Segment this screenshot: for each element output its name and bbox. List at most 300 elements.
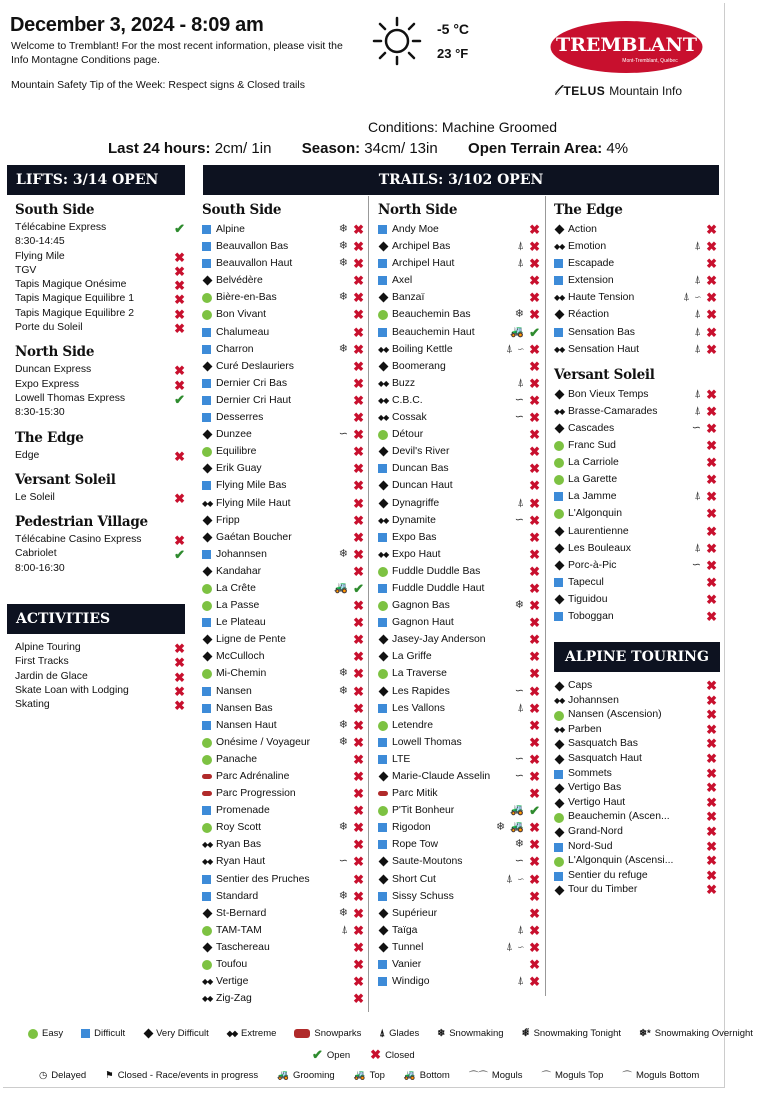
- closed-icon: ✖: [353, 256, 364, 272]
- activity-name: Skating: [15, 699, 50, 711]
- trail-dunzee[interactable]: [202, 426, 364, 443]
- trail-fripp[interactable]: [202, 512, 364, 529]
- closed-icon: ✖: [706, 403, 717, 419]
- trail-cure-deslauriers[interactable]: [202, 358, 364, 375]
- difficulty-icon: [202, 888, 214, 905]
- trail-extra-icons: ⍋: [341, 923, 349, 936]
- trail-les-rapides[interactable]: [378, 683, 540, 700]
- trail-ligne-de-pente[interactable]: [202, 631, 364, 648]
- closed-icon: ✖: [353, 563, 364, 579]
- very-difficult-icon: [555, 682, 565, 692]
- trail-le-plateau[interactable]: [202, 614, 364, 631]
- trail-rigodon[interactable]: [378, 819, 540, 836]
- trail-marie-claude-asselin[interactable]: [378, 768, 540, 785]
- trail-name: Rope Tow: [392, 839, 439, 851]
- closed-icon: ✖: [706, 678, 717, 693]
- closed-icon: ✖: [353, 734, 364, 750]
- trail-name: Vertigo Haut: [568, 796, 626, 808]
- trail-laurentienne[interactable]: [554, 523, 717, 540]
- trail-chalumeau[interactable]: [202, 324, 364, 341]
- lift-name: Porte du Soleil: [15, 322, 83, 334]
- lift-telecabine-casino-express[interactable]: [15, 533, 185, 547]
- lift-telecabine-express[interactable]: [15, 221, 185, 250]
- lift-duncan-express[interactable]: [15, 363, 185, 377]
- trail-extra-icons: ❄: [338, 291, 349, 304]
- difficulty-icon: [554, 488, 566, 505]
- trail-expo-haut[interactable]: [378, 546, 540, 563]
- trail-reaction[interactable]: [554, 306, 717, 323]
- extreme-icon: ◆◆: [554, 406, 565, 416]
- trail-sentier-des-pruches[interactable]: [202, 871, 364, 888]
- lift-tgv[interactable]: [15, 264, 185, 278]
- trail-archipel-haut[interactable]: [378, 255, 540, 272]
- difficulty-icon: [554, 608, 566, 625]
- trail-tam-tam[interactable]: [202, 922, 364, 939]
- trail-panache[interactable]: [202, 751, 364, 768]
- difficulty-icon: [202, 512, 214, 529]
- open-icon: ✔: [529, 324, 540, 340]
- trail-les-bouleaux[interactable]: [554, 540, 717, 557]
- trail-cossak[interactable]: [378, 409, 540, 426]
- very-difficult-icon: [379, 242, 389, 252]
- trail-dynamite[interactable]: [378, 512, 540, 529]
- trail-sommets[interactable]: [554, 767, 717, 782]
- trail-boomerang[interactable]: [378, 358, 540, 375]
- trail-extra-icons: ❄: [338, 223, 349, 235]
- trail-extra-icons: ⍋ ∽: [506, 342, 525, 355]
- trail-gagnon-haut[interactable]: [378, 614, 540, 631]
- difficulty-icon: [378, 358, 390, 375]
- trail-nord-sud[interactable]: [554, 840, 717, 855]
- very-difficult-icon: [379, 772, 389, 782]
- trail-equilibre[interactable]: [202, 443, 364, 460]
- trail-extra-icons: ⍋: [694, 387, 702, 400]
- trail-parc-progression[interactable]: [202, 785, 364, 802]
- trail-flying-mile-haut[interactable]: [202, 495, 364, 512]
- trail-parc-adrenaline[interactable]: [202, 768, 364, 785]
- difficulty-icon: [202, 717, 214, 734]
- trail-fuddle-duddle-bas[interactable]: [378, 563, 540, 580]
- trail-name: Bière-en-Bas: [216, 292, 277, 304]
- trail-mi-chemin[interactable]: [202, 665, 364, 682]
- trail-name: Kandahar: [216, 565, 262, 577]
- trail-name: Gagnon Bas: [392, 600, 450, 612]
- legend-open: Open: [326, 1049, 351, 1061]
- trail-tunnel[interactable]: [378, 939, 540, 956]
- closed-icon: ✖: [706, 489, 717, 505]
- closed-icon: ✖: [353, 307, 364, 323]
- difficulty-icon: [554, 238, 566, 255]
- trail-flying-mile-bas[interactable]: [202, 477, 364, 494]
- trail-beauchemin-bas[interactable]: [378, 306, 540, 323]
- trail-lte[interactable]: [378, 751, 540, 768]
- trail-name: Sentier des Pruches: [216, 873, 310, 885]
- trail-name: Sommets: [568, 767, 612, 779]
- difficulty-icon: [378, 665, 390, 682]
- difficult-icon: [202, 242, 211, 251]
- lift-name: Lowell Thomas Express: [15, 392, 126, 404]
- trail-dernier-cri-bas[interactable]: [202, 375, 364, 392]
- trail-name: Bon Vivant: [216, 309, 267, 321]
- activity-first-tracks[interactable]: [15, 655, 185, 669]
- trail-bon-vivant[interactable]: [202, 306, 364, 323]
- trail-name: Archipel Haut: [392, 258, 455, 270]
- trail-beauvallon-bas[interactable]: [202, 238, 364, 255]
- tremblant-logo: [550, 20, 703, 74]
- trail-name: Dunzee: [216, 429, 252, 441]
- lift-cabriolet[interactable]: [15, 547, 185, 576]
- trail-short-cut[interactable]: [378, 871, 540, 888]
- trail-la-passe[interactable]: [202, 597, 364, 614]
- trail-dernier-cri-haut[interactable]: [202, 392, 364, 409]
- difficulty-icon: [554, 767, 566, 782]
- trail-la-carriole[interactable]: [554, 454, 717, 471]
- very-difficult-icon: [555, 423, 565, 433]
- top-icon: 🚜: [353, 1069, 366, 1081]
- trail-fuddle-duddle-haut[interactable]: [378, 580, 540, 597]
- trail-la-crete[interactable]: [202, 580, 364, 597]
- trail-caps[interactable]: [554, 679, 717, 694]
- closed-icon: ✖: [529, 683, 540, 699]
- trail-tour-du-timber[interactable]: [554, 883, 717, 898]
- trail-alpine[interactable]: [202, 221, 364, 238]
- trail-grand-nord[interactable]: [554, 825, 717, 840]
- trail-mcculloch[interactable]: [202, 648, 364, 665]
- trail-andy-moe[interactable]: [378, 221, 540, 238]
- trail-name: Tapecul: [568, 576, 604, 588]
- legend-conditions: [39, 1068, 718, 1082]
- easy-icon: [554, 475, 564, 485]
- lift-porte-du-soleil[interactable]: [15, 321, 185, 335]
- trail-franc-sud[interactable]: [554, 437, 717, 454]
- trail-duncan-haut[interactable]: [378, 477, 540, 494]
- closed-icon: ✖: [706, 273, 717, 289]
- trail-detour[interactable]: [378, 426, 540, 443]
- trail-nansen-ascension[interactable]: [554, 708, 717, 723]
- trail-name: Les Vallons: [392, 702, 445, 714]
- trail-tiguidou[interactable]: [554, 591, 717, 608]
- closed-icon: ✖: [706, 867, 717, 883]
- difficulty-icon: [554, 272, 566, 289]
- difficulty-icon: [554, 341, 566, 358]
- trail-vanier[interactable]: [378, 956, 540, 973]
- difficulty-icon: [202, 495, 214, 512]
- trail-johannsen[interactable]: [554, 694, 717, 709]
- trail-belvedere[interactable]: [202, 272, 364, 289]
- trail-name: Dynamite: [392, 514, 436, 526]
- difficulty-icon: [202, 272, 214, 289]
- difficulty-icon: [378, 341, 390, 358]
- trail-name: C.B.C.: [392, 394, 423, 406]
- closed-icon: ✖: [706, 838, 717, 854]
- trail-beauvallon-haut[interactable]: [202, 255, 364, 272]
- trail-name: Sasquatch Haut: [568, 752, 642, 764]
- telus-mountain-info: [554, 82, 682, 100]
- lift-tapis-magique-equilibre-2[interactable]: [15, 307, 185, 321]
- very-difficult-icon: [203, 532, 213, 542]
- very-difficult-icon: [379, 293, 389, 303]
- trail-vertigo-bas[interactable]: [554, 781, 717, 796]
- trail-name: Vanier: [392, 959, 422, 971]
- trail-extra-icons: ∽: [514, 684, 525, 697]
- trail-vertigo-haut[interactable]: [554, 796, 717, 811]
- trail-ryan-bas[interactable]: [202, 836, 364, 853]
- trail-promenade[interactable]: [202, 802, 364, 819]
- lift-flying-mile[interactable]: [15, 250, 185, 264]
- trail-ryan-haut[interactable]: [202, 853, 364, 870]
- trail-onesime-voyageur[interactable]: [202, 734, 364, 751]
- trail-action[interactable]: [554, 221, 717, 238]
- sun-icon: [372, 16, 422, 66]
- closed-icon: ✖: [529, 717, 540, 733]
- trail-name: Cascades: [568, 422, 615, 434]
- trail-sasquatch-haut[interactable]: [554, 752, 717, 767]
- trail-haute-tension[interactable]: [554, 289, 717, 306]
- trail-beauchemin-ascen[interactable]: [554, 810, 717, 825]
- very-difficult-icon: [203, 361, 213, 371]
- trail-name: Belvédère: [216, 275, 263, 287]
- trail-nansen[interactable]: [202, 683, 364, 700]
- difficulty-icon: [554, 420, 566, 437]
- trail-name: Fripp: [216, 514, 240, 526]
- difficulty-icon: [202, 871, 214, 888]
- trail-escapade[interactable]: [554, 255, 717, 272]
- difficulty-icon: [202, 324, 214, 341]
- trail-erik-guay[interactable]: [202, 460, 364, 477]
- flag-icon: ⚑: [105, 1069, 114, 1081]
- trail-porc-a-pic[interactable]: [554, 557, 717, 574]
- trail-cascades[interactable]: [554, 420, 717, 437]
- difficulty-icon: [378, 631, 390, 648]
- legend-label: Bottom: [419, 1069, 450, 1081]
- trail-expo-bas[interactable]: [378, 529, 540, 546]
- very-difficult-icon: [379, 942, 389, 952]
- difficulty-icon: [378, 819, 390, 836]
- trail-banzai[interactable]: [378, 289, 540, 306]
- activity-jardin-de-glace[interactable]: [15, 670, 185, 684]
- closed-icon: ✖: [706, 707, 717, 723]
- difficult-icon: [554, 492, 563, 501]
- difficulty-icon: [202, 375, 214, 392]
- difficulty-icon: [554, 752, 566, 767]
- trail-sentier-du-refuge[interactable]: [554, 869, 717, 884]
- difficulty-icon: [554, 883, 566, 898]
- lift-edge[interactable]: [15, 449, 185, 463]
- trail-parben[interactable]: [554, 723, 717, 738]
- trail-p-tit-bonheur[interactable]: [378, 802, 540, 819]
- closed-icon: ✖: [353, 444, 364, 460]
- trail-brasse-camarades[interactable]: [554, 403, 717, 420]
- trail-name: Dernier Cri Bas: [216, 377, 288, 389]
- extreme-icon: ◆◆: [554, 242, 565, 252]
- difficulty-icon: [202, 580, 214, 597]
- trail-windigo[interactable]: [378, 973, 540, 990]
- trail-gaetan-boucher[interactable]: [202, 529, 364, 546]
- very-difficult-icon: [555, 310, 565, 320]
- trail-extension[interactable]: [554, 272, 717, 289]
- trail-extra-icons: ∽: [514, 770, 525, 782]
- extreme-icon: ◆◆: [554, 724, 565, 734]
- difficulty-icon: [554, 591, 566, 608]
- trail-sensation-bas[interactable]: [554, 324, 717, 341]
- trail-axel[interactable]: [378, 272, 540, 289]
- activity-skating[interactable]: [15, 698, 185, 712]
- trail-parc-mitik[interactable]: [378, 785, 540, 802]
- trail-letendre[interactable]: [378, 717, 540, 734]
- season-label: Season:: [301, 140, 361, 157]
- snowpark-icon: [202, 774, 212, 779]
- trail-archipel-bas[interactable]: [378, 238, 540, 255]
- difficult-icon: [378, 738, 387, 747]
- legend-status: [312, 1047, 435, 1063]
- difficulty-icon: [202, 255, 214, 272]
- trail-extra-icons: ∽: [514, 513, 525, 526]
- trail-buzz[interactable]: [378, 375, 540, 392]
- trail-rope-tow[interactable]: [378, 836, 540, 853]
- activity-skate-loan-with-lodging[interactable]: [15, 684, 185, 698]
- trail-emotion[interactable]: [554, 238, 717, 255]
- trail-sensation-haut[interactable]: [554, 341, 717, 358]
- difficulty-icon: [202, 785, 214, 802]
- closed-icon: ✖: [353, 461, 364, 477]
- trail-kandahar[interactable]: [202, 563, 364, 580]
- closed-icon: ✖: [706, 882, 717, 898]
- very-difficult-icon: [379, 635, 389, 645]
- trail-biere-en-bas[interactable]: [202, 289, 364, 306]
- lift-tapis-magique-equilibre-1[interactable]: [15, 292, 185, 306]
- easy-icon: [202, 738, 212, 748]
- trail-name: Emotion: [568, 241, 607, 253]
- closed-icon: ✖: [353, 905, 364, 921]
- trail-taiga[interactable]: [378, 922, 540, 939]
- trail-name: Flying Mile Bas: [216, 480, 287, 492]
- trail-zig-zag[interactable]: [202, 990, 364, 1007]
- closed-icon: ✖: [529, 290, 540, 306]
- difficulty-icon: [554, 454, 566, 471]
- legend-label: Easy: [42, 1028, 64, 1039]
- trail-c-b-c[interactable]: [378, 392, 540, 409]
- closed-icon: ✖: [706, 438, 717, 454]
- trail-taschereau[interactable]: [202, 939, 364, 956]
- difficulty-icon: [554, 781, 566, 796]
- trail-la-griffe[interactable]: [378, 648, 540, 665]
- very-difficult-icon: [203, 464, 213, 474]
- very-difficult-icon: [555, 594, 565, 604]
- trail-sissy-schuss[interactable]: [378, 888, 540, 905]
- trail-st-bernard[interactable]: [202, 905, 364, 922]
- trail-name: Mi-Chemin: [216, 668, 267, 680]
- legend-item: [404, 1070, 460, 1081]
- trail-bon-vieux-temps[interactable]: [554, 386, 717, 403]
- trail-name: Nansen Haut: [216, 719, 277, 731]
- trail-desserres[interactable]: [202, 409, 364, 426]
- trail-toboggan[interactable]: [554, 608, 717, 625]
- trail-nansen-haut[interactable]: [202, 717, 364, 734]
- trail-jasey-jay-anderson[interactable]: [378, 631, 540, 648]
- closed-icon: ✖: [353, 615, 364, 631]
- activity-name: First Tracks: [15, 656, 69, 668]
- easy-icon: [202, 293, 212, 303]
- trail-name: Nansen Bas: [216, 702, 273, 714]
- easy-icon: [554, 509, 564, 519]
- closed-icon: ✖: [529, 580, 540, 596]
- trail-charron[interactable]: [202, 341, 364, 358]
- trail-tapecul[interactable]: [554, 574, 717, 591]
- terrain-label: Open Terrain Area:: [468, 140, 603, 157]
- trail-lowell-thomas[interactable]: [378, 734, 540, 751]
- difficulty-icon: [378, 289, 390, 306]
- lift-expo-express[interactable]: [15, 378, 185, 392]
- closed-icon: ✖: [529, 769, 540, 784]
- trail-l-algonquin[interactable]: [554, 505, 717, 522]
- trail-superieur[interactable]: [378, 905, 540, 922]
- closed-icon: ✖: [353, 922, 364, 938]
- trail-devil-s-river[interactable]: [378, 443, 540, 460]
- closed-icon: ✖: [706, 809, 717, 825]
- difficulty-icon: [378, 221, 390, 238]
- closed-icon: ✖: [353, 375, 364, 391]
- trail-extra-icons: 🚜: [334, 581, 349, 594]
- trail-extra-icons: ⍋: [694, 404, 702, 417]
- welcome-text: Welcome to Tremblant! For the most recent information, please visit the Info Montagne Conditions page.: [11, 40, 343, 66]
- trail-nansen-bas[interactable]: [202, 700, 364, 717]
- lift-le-soleil[interactable]: [15, 491, 185, 505]
- trail-standard[interactable]: [202, 888, 364, 905]
- trail-beauchemin-haut[interactable]: [378, 324, 540, 341]
- very-difficult-icon: [144, 1029, 154, 1039]
- trail-section-title: Versant Soleil: [554, 366, 655, 383]
- trail-name: Onésime / Voyageur: [216, 736, 311, 748]
- trail-l-algonquin-ascensi[interactable]: [554, 854, 717, 869]
- lift-lowell-thomas-express[interactable]: [15, 392, 185, 421]
- temperature-fahrenheit: 23 °F: [437, 46, 469, 61]
- trail-saute-moutons[interactable]: [378, 853, 540, 870]
- trail-johannsen[interactable]: [202, 546, 364, 563]
- trail-name: Caps: [568, 680, 593, 691]
- trail-roy-scott[interactable]: [202, 819, 364, 836]
- very-difficult-icon: [555, 784, 565, 794]
- trail-name: Andy Moe: [392, 224, 439, 235]
- difficulty-icon: [378, 768, 390, 785]
- closed-icon: ✖: [529, 598, 540, 614]
- closed-icon: ✖: [353, 683, 364, 699]
- trail-name: Saute-Moutons: [392, 856, 463, 868]
- trail-les-vallons[interactable]: [378, 700, 540, 717]
- trail-sasquatch-bas[interactable]: [554, 737, 717, 752]
- trail-la-garette[interactable]: [554, 471, 717, 488]
- legend-item: [105, 1070, 268, 1081]
- trail-boiling-kettle[interactable]: [378, 341, 540, 358]
- closed-icon: ✖: [353, 273, 364, 289]
- trail-vertige[interactable]: [202, 973, 364, 990]
- trail-gagnon-bas[interactable]: [378, 597, 540, 614]
- conditions-groomed: Conditions: Machine Groomed: [368, 119, 558, 135]
- lift-tapis-magique-onesime[interactable]: [15, 278, 185, 292]
- trail-la-jamme[interactable]: [554, 488, 717, 505]
- trail-la-traverse[interactable]: [378, 665, 540, 682]
- very-difficult-icon: [379, 874, 389, 884]
- trail-toufou[interactable]: [202, 956, 364, 973]
- trail-name: Vertigo Bas: [568, 782, 622, 794]
- trail-name: Taïga: [392, 924, 418, 936]
- activity-alpine-touring[interactable]: [15, 641, 185, 655]
- closed-icon: ✖: [529, 939, 540, 955]
- trail-duncan-bas[interactable]: [378, 460, 540, 477]
- extreme-icon: ◆◆: [378, 378, 389, 388]
- legend-label: Snowparks: [314, 1028, 362, 1039]
- trail-dynagriffe[interactable]: [378, 495, 540, 512]
- legend-difficulty: [28, 1028, 771, 1039]
